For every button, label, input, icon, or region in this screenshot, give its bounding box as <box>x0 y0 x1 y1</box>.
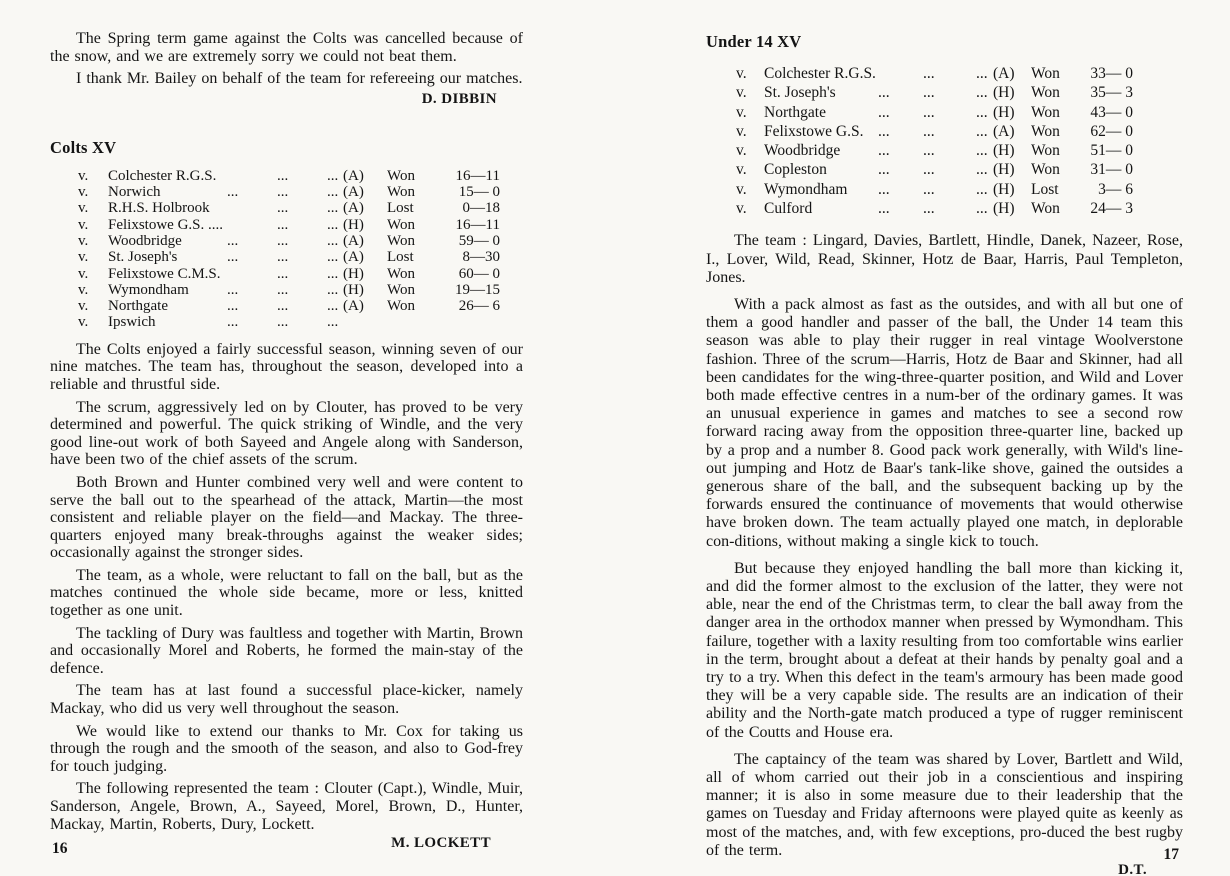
match-score: 24— 3 <box>1090 200 1133 218</box>
paragraph: The team : Lingard, Davies, Bartlett, Hindle, Danek, Nazeer, Rose, I., Lover, Wild, Read, Skinner, Hotz de Baar, Harris, Paul Templeton, Jones. <box>706 232 1183 286</box>
match-venue: (H) <box>993 103 1015 121</box>
leader-dots: ... <box>277 314 289 331</box>
match-score: 60— 0 <box>458 265 500 282</box>
match-venue: (H) <box>343 265 364 282</box>
match-result: Won <box>1031 161 1060 179</box>
leader-dots: ... <box>327 216 339 233</box>
match-venue: (H) <box>343 216 364 233</box>
paragraph: But because they enjoyed handling the ball more than kicking it, and did the former almost to the exclusion of the latter, they were not able, near the end of the Christmas term, to clear the ball away from the danger area in the orthodox manner when pressed by Wymondham. This failure, together with a laxity resulting from too comfortable wins earlier in the term, brought about a defeat at their hands by penalty goal and a try to a try. When this defect in the team's armoury has been made good they will be a very capable side. The results are an indication of their ability and the North-gate match produced a type of rugger reminiscent of the Coutts and House era. <box>706 559 1183 741</box>
leader-dots: ... <box>227 232 239 249</box>
match-venue: (A) <box>343 200 364 217</box>
leader-dots: ... <box>227 249 239 266</box>
intro-paragraphs <box>50 30 523 88</box>
leader-dots: ... <box>327 232 339 249</box>
versus-label: v. <box>78 167 89 184</box>
match-result: Won <box>1031 122 1060 140</box>
match-opponent: Felixstowe G.S. .... <box>108 216 224 233</box>
paragraph: The captaincy of the team was shared by Lover, Bartlett and Wild, all of whom carried out their job in a conscientious and inspiring manner; it is also in some measure due to their leadership that the games on Tuesday and Friday afternoons were played quite as keenly as most of the matches, and, with few exceptions, pro-duced the best rugby of the term. <box>706 750 1183 859</box>
match-result: Lost <box>387 249 414 266</box>
match-opponent: Northgate <box>108 298 168 315</box>
match-venue: (H) <box>343 281 364 298</box>
match-result: Won <box>387 298 415 315</box>
leader-dots: ... <box>227 184 239 201</box>
match-venue: (H) <box>993 180 1015 198</box>
match-result: Won <box>387 265 415 282</box>
leader-dots: ... <box>923 142 935 160</box>
leader-dots: ... <box>976 180 988 198</box>
versus-label: v. <box>78 249 89 266</box>
leader-dots: ... <box>327 184 339 201</box>
under14-report-paragraphs <box>706 232 1183 860</box>
versus-label: v. <box>78 184 89 201</box>
versus-label: v. <box>78 265 89 282</box>
leader-dots: ... <box>923 103 935 121</box>
match-venue: (H) <box>993 142 1015 160</box>
match-opponent: R.H.S. Holbrook <box>108 200 210 217</box>
leader-dots: ... <box>923 161 935 179</box>
leader-dots: ... <box>976 161 988 179</box>
table-row <box>50 314 523 330</box>
match-result: Lost <box>387 200 414 217</box>
leader-dots: ... <box>277 184 289 201</box>
table-row <box>706 65 1183 84</box>
leader-dots: ... <box>878 142 890 160</box>
match-table-under14 <box>706 65 1183 219</box>
table-row <box>50 298 523 314</box>
leader-dots: ... <box>327 249 339 266</box>
signature-dibbin: D. DIBBIN <box>421 90 497 107</box>
match-opponent: Ipswich <box>108 314 156 331</box>
match-venue: (H) <box>993 84 1015 102</box>
page-right <box>706 0 1183 876</box>
match-score: 26— 6 <box>458 298 500 315</box>
match-result: Won <box>1031 65 1060 82</box>
paragraph: The Spring term game against the Colts was cancelled because of the snow, and we are extremely sorry we could not beat them. <box>50 30 523 65</box>
match-result: Won <box>387 216 415 233</box>
versus-label: v. <box>736 65 747 82</box>
match-opponent: St. Joseph's <box>108 249 178 266</box>
paragraph: I thank Mr. Bailey on behalf of the team for refereeing our matches. <box>76 70 523 88</box>
leader-dots: ... <box>923 180 935 198</box>
leader-dots: ... <box>878 180 890 198</box>
table-row <box>50 282 523 298</box>
leader-dots: ... <box>327 167 339 184</box>
match-venue: (A) <box>993 122 1015 140</box>
table-row <box>50 217 523 233</box>
leader-dots: ... <box>923 84 935 102</box>
match-opponent: Copleston <box>764 161 827 179</box>
leader-dots: ... <box>327 281 339 298</box>
page-number-16: 16 <box>52 840 68 857</box>
paragraph: The Colts enjoyed a fairly successful season, winning seven of our nine matches. The team has, throughout the season, developed into a reliable and thrustful side. <box>50 340 523 393</box>
table-row <box>706 104 1183 123</box>
match-table-colts <box>50 168 523 331</box>
section-heading-colts-xv: Colts XV <box>50 137 117 157</box>
section-heading-under-14-xv: Under 14 XV <box>706 32 802 51</box>
table-row <box>706 84 1183 103</box>
match-venue: (A) <box>343 232 364 249</box>
leader-dots: ... <box>277 167 289 184</box>
versus-label: v. <box>78 200 89 217</box>
leader-dots: ... <box>277 298 289 315</box>
leader-dots: ... <box>878 84 890 102</box>
table-row <box>706 161 1183 180</box>
leader-dots: ... <box>327 314 339 331</box>
leader-dots: ... <box>327 200 339 217</box>
match-opponent: Wymondham <box>108 281 189 298</box>
match-result: Won <box>1031 142 1060 160</box>
match-score: 3— 6 <box>1098 180 1133 198</box>
leader-dots: ... <box>976 200 988 218</box>
match-venue: (A) <box>343 184 364 201</box>
paragraph: Both Brown and Hunter combined very well and were content to serve the ball out to the spearhead of the attack, Martin—the most consistent and reliable player on the field—and Mackay. The three-quarters enjoyed many break-throughs against the weaker sides; occasionally against the stronger sides. <box>50 473 523 562</box>
versus-label: v. <box>736 84 747 102</box>
leader-dots: ... <box>976 122 988 140</box>
leader-dots: ... <box>227 314 239 331</box>
match-opponent: Colchester R.G.S. <box>108 167 217 184</box>
match-score: 43— 0 <box>1090 103 1133 121</box>
match-score: 62— 0 <box>1090 122 1133 140</box>
match-venue: (H) <box>993 200 1015 218</box>
match-result: Won <box>1031 200 1060 218</box>
match-result: Won <box>1031 103 1060 121</box>
versus-label: v. <box>78 298 89 315</box>
leader-dots: ... <box>976 142 988 160</box>
table-row <box>50 184 523 200</box>
versus-label: v. <box>736 180 747 198</box>
match-opponent: Woodbridge <box>764 142 841 160</box>
match-result: Won <box>387 184 415 201</box>
leader-dots: ... <box>878 161 890 179</box>
versus-label: v. <box>78 232 89 249</box>
leader-dots: ... <box>923 200 935 218</box>
match-venue: (A) <box>343 167 364 184</box>
table-row <box>50 233 523 249</box>
leader-dots: ... <box>923 122 935 140</box>
match-result: Won <box>387 281 415 298</box>
table-row <box>50 249 523 265</box>
match-score: 8—30 <box>462 249 500 266</box>
table-row <box>50 266 523 282</box>
match-result: Lost <box>1031 180 1059 198</box>
match-result: Won <box>1031 84 1060 102</box>
paragraph: With a pack almost as fast as the outsides, and with all but one of them a good handler and passer of the ball, the Under 14 team this season was able to play their rugger in real vintage Woolverstone fashion. Three of the scrum—Harris, Hotz de Baar and Skinner, had all been candidates for the wing-three-quarter position, and Wild and Lover both made effective centres in a num-ber of the ordinary games. It was an unusual experience in games and matches to see a second row forward racing away from the opposition three-quarter line, backed up by a prop and a number 8. Good pack work generally, with Wild's line-out jumping and Hotz de Baar's tank-like shove, gained the outsides a generous share of the ball, and the subsequent backing up by the forwards ensured the continuance of movements that would otherwise have broken down. The team actually played one match, in deplorable con-ditions, without making a single kick to touch. <box>706 295 1183 550</box>
versus-label: v. <box>78 281 89 298</box>
table-row <box>706 123 1183 142</box>
match-venue: (A) <box>993 65 1015 82</box>
table-row <box>706 181 1183 200</box>
table-row <box>706 200 1183 219</box>
match-score: 51— 0 <box>1090 142 1133 160</box>
match-score: 19—15 <box>455 281 500 298</box>
leader-dots: ... <box>227 281 239 298</box>
leader-dots: ... <box>976 65 988 82</box>
match-score: 0—18 <box>462 200 500 217</box>
match-venue: (A) <box>343 298 364 315</box>
paragraph: We would like to extend our thanks to Mr. Cox for taking us through the rough and the smooth of the season, and also to God-frey for touch judging. <box>50 722 523 775</box>
leader-dots: ... <box>878 200 890 218</box>
match-venue: (A) <box>343 249 364 266</box>
leader-dots: ... <box>277 249 289 266</box>
match-opponent: Colchester R.G.S. <box>764 65 876 82</box>
match-venue: (H) <box>993 161 1015 179</box>
match-score: 15— 0 <box>458 184 500 201</box>
paragraph: The scrum, aggressively led on by Clouter, has proved to be very determined and powerful. The quick striking of Windle, and the very good line-out work of both Sayeed and Angele along with Sanderson, have been two of the chief assets of the scrum. <box>50 398 523 469</box>
leader-dots: ... <box>878 103 890 121</box>
leader-dots: ... <box>277 265 289 282</box>
match-opponent: Norwich <box>108 184 161 201</box>
paragraph: The following represented the team : Clouter (Capt.), Windle, Muir, Sanderson, Angele, Brown, A., Sayeed, Morel, Brown, D., Hunter, Mackay, Martin, Roberts, Dury, Lockett. <box>50 780 523 833</box>
match-opponent: Felixstowe G.S. <box>764 122 864 140</box>
signature-dt: D.T. <box>1118 862 1147 876</box>
paragraph: The tackling of Dury was faultless and together with Martin, Brown and occasionally Morel and Roberts, he formed the main-stay of the defence. <box>50 624 523 677</box>
leader-dots: ... <box>878 122 890 140</box>
paragraph: The team, as a whole, were reluctant to fall on the ball, but as the matches continued the whole side became, more or less, knitted together as one unit. <box>50 566 523 620</box>
colts-report-paragraphs <box>50 341 523 833</box>
match-score: 31— 0 <box>1090 161 1133 179</box>
leader-dots: ... <box>277 232 289 249</box>
leader-dots: ... <box>327 265 339 282</box>
leader-dots: ... <box>277 216 289 233</box>
match-score: 59— 0 <box>458 232 500 249</box>
match-result: Won <box>387 167 415 184</box>
versus-label: v. <box>78 314 89 331</box>
match-score: 16—11 <box>455 216 500 233</box>
leader-dots: ... <box>227 298 239 315</box>
match-result: Won <box>387 232 415 249</box>
signature-lockett: M. LOCKETT <box>391 835 491 852</box>
match-opponent: Woodbridge <box>108 232 182 249</box>
leader-dots: ... <box>277 200 289 217</box>
paragraph: The team has at last found a successful place-kicker, namely Mackay, who did us very well throughout the season. <box>50 682 523 718</box>
leader-dots: ... <box>327 298 339 315</box>
match-opponent: Northgate <box>764 103 826 121</box>
match-opponent: Wymondham <box>764 180 848 198</box>
versus-label: v. <box>78 216 89 233</box>
leader-dots: ... <box>976 84 988 102</box>
leader-dots: ... <box>277 281 289 298</box>
table-row <box>50 200 523 216</box>
versus-label: v. <box>736 122 747 140</box>
versus-label: v. <box>736 103 747 121</box>
table-row <box>50 168 523 184</box>
page-left <box>50 0 523 876</box>
table-row <box>706 142 1183 161</box>
leader-dots: ... <box>923 65 935 82</box>
match-opponent: Felixstowe C.M.S. <box>108 265 221 282</box>
match-score: 33— 0 <box>1090 65 1133 82</box>
leader-dots: ... <box>976 103 988 121</box>
versus-label: v. <box>736 142 747 160</box>
versus-label: v. <box>736 161 747 179</box>
page-number-17: 17 <box>1163 846 1179 863</box>
versus-label: v. <box>736 200 747 218</box>
match-opponent: Culford <box>764 200 813 218</box>
match-score: 16—11 <box>455 167 500 184</box>
match-opponent: St. Joseph's <box>764 84 836 102</box>
match-score: 35— 3 <box>1090 84 1133 102</box>
